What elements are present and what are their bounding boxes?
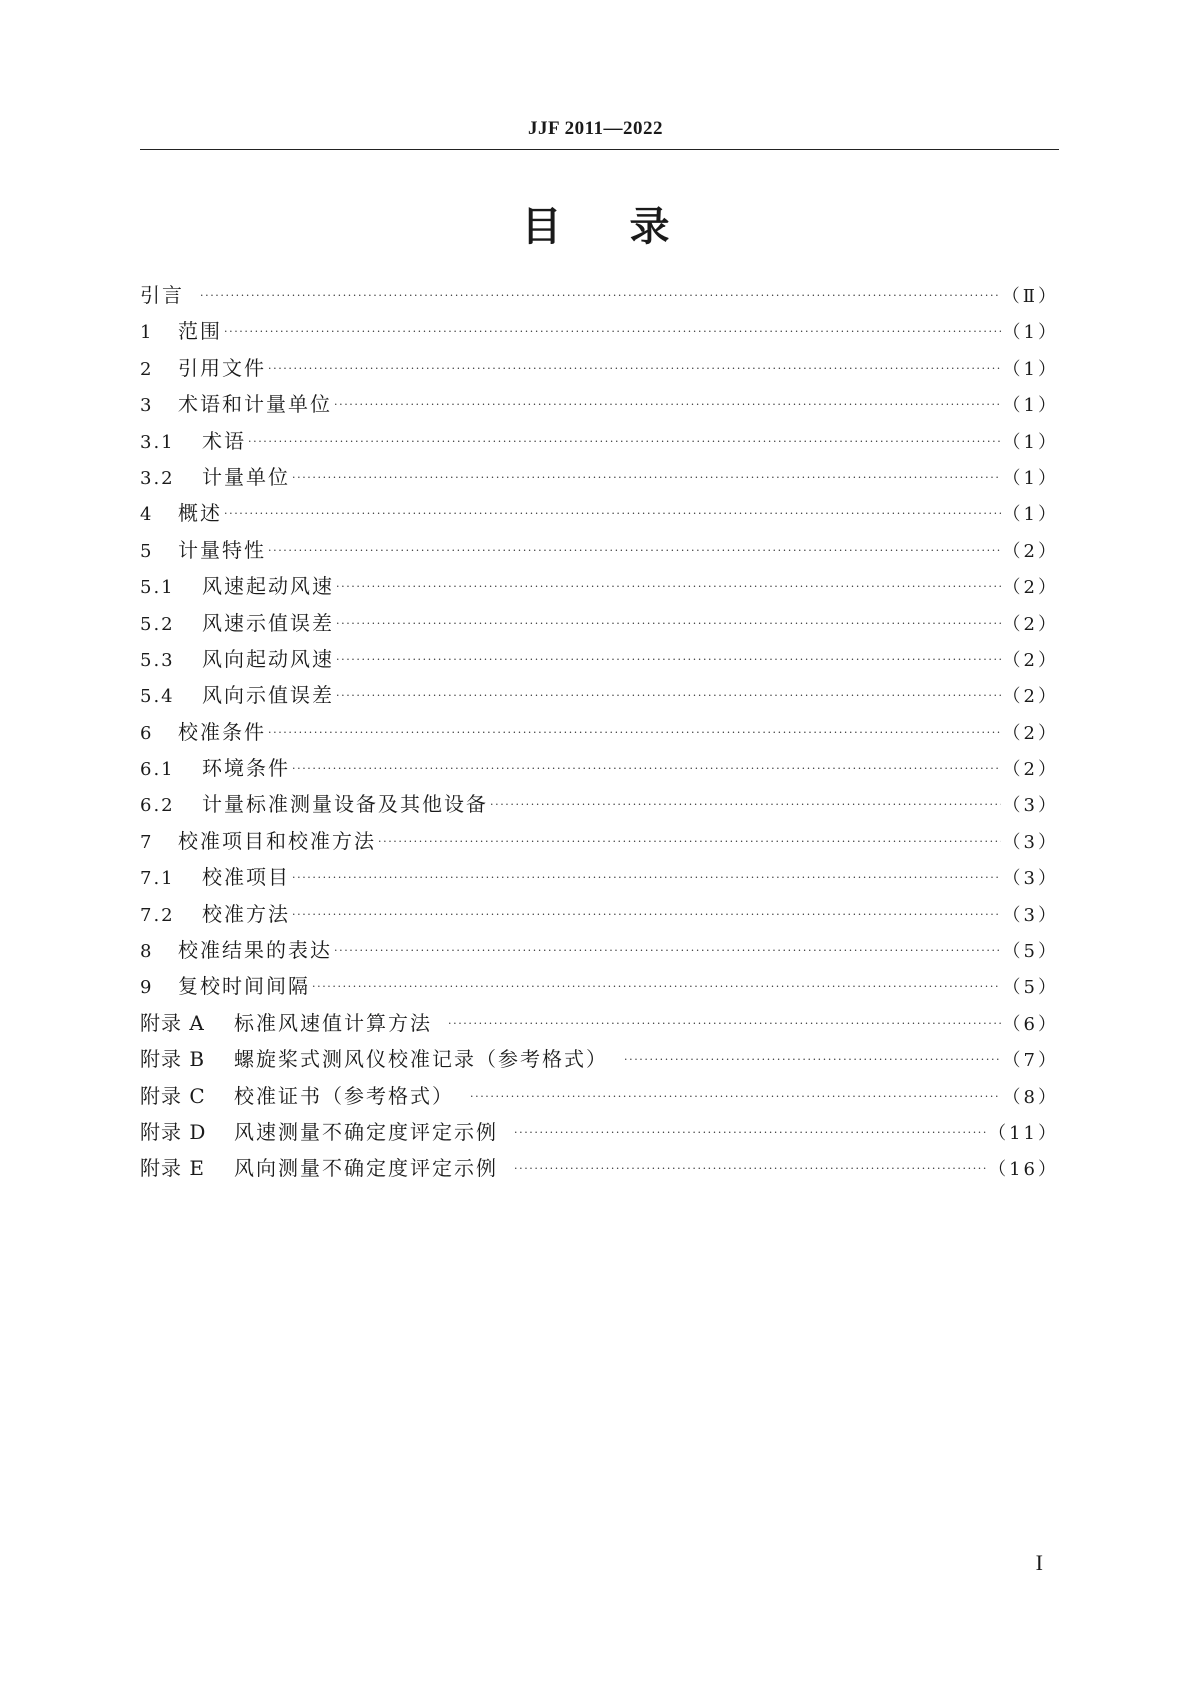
toc-entry-number: 8	[140, 941, 154, 963]
toc-entry-title: 风速测量不确定度评定示例	[234, 1119, 498, 1144]
toc-entry-page: （2）	[1002, 759, 1059, 781]
toc-dot-leader	[200, 278, 1000, 314]
toc-entry[interactable]	[140, 386, 1059, 422]
toc-entry-number: 5	[140, 540, 154, 562]
toc-entry-number: 附录 D	[140, 1119, 207, 1144]
toc-entry-title: 风向测量不确定度评定示例	[234, 1156, 498, 1181]
toc-entry[interactable]	[140, 313, 1059, 349]
toc-entry-title: 风向起动风速	[202, 646, 334, 671]
toc-entry-title: 标准风速值计算方法	[234, 1010, 432, 1035]
toc-entry[interactable]	[140, 277, 1059, 313]
toc-entry[interactable]	[140, 750, 1059, 786]
toc-dot-leader	[378, 824, 1001, 860]
toc-entry[interactable]	[140, 605, 1059, 641]
toc-entry-page: （1）	[1002, 358, 1059, 380]
toc-entry-page: （2）	[1002, 540, 1059, 562]
toc-entry-number: 5.3	[140, 649, 175, 671]
toc-entry[interactable]	[140, 1114, 1059, 1150]
toc-entry-page: （8）	[1002, 1086, 1059, 1108]
toc-entry-title: 计量特性	[178, 537, 266, 562]
toc-entry[interactable]	[140, 714, 1059, 750]
toc-dot-leader	[334, 933, 1001, 969]
toc-dot-leader	[624, 1042, 1001, 1078]
toc-entry-number: 7.1	[140, 868, 175, 890]
toc-entry-page: （6）	[1002, 1013, 1059, 1035]
toc-entry-page: （2）	[1002, 577, 1059, 599]
toc-entry[interactable]	[140, 677, 1059, 713]
toc-entry[interactable]	[140, 350, 1059, 386]
toc-dot-leader	[514, 1151, 986, 1187]
toc-entry-title: 术语和计量单位	[178, 392, 332, 417]
toc-entry-number: 3.2	[140, 467, 175, 489]
toc-entry-title: 校准方法	[202, 901, 290, 926]
toc-entry-page: （3）	[1002, 904, 1059, 926]
toc-dot-leader	[448, 1006, 1001, 1042]
toc-entry-number: 6	[140, 722, 154, 744]
toc-entry-number: 7.2	[140, 904, 175, 926]
toc-entry-title: 概述	[178, 501, 222, 526]
toc-entry-number: 5.1	[140, 577, 175, 599]
toc-entry-page: （2）	[1002, 613, 1059, 635]
toc-dot-leader	[292, 897, 1001, 933]
toc-entry-number: 5.4	[140, 686, 175, 708]
toc-entry[interactable]	[140, 532, 1059, 568]
toc-entry[interactable]	[140, 1150, 1059, 1186]
toc-entry-title: 计量标准测量设备及其他设备	[202, 792, 488, 817]
toc-entry-number: 2	[140, 358, 154, 380]
toc-entry[interactable]	[140, 932, 1059, 968]
toc-entry-title: 螺旋桨式测风仪校准记录（参考格式）	[234, 1047, 608, 1072]
toc-entry-number: 7	[140, 831, 154, 853]
toc-entry-page: （5）	[1002, 941, 1059, 963]
toc-entry-number: 附录 E	[140, 1156, 205, 1181]
toc-entry[interactable]	[140, 968, 1059, 1004]
toc-entry[interactable]	[140, 823, 1059, 859]
toc-entry-title: 校准项目	[202, 865, 290, 890]
toc-entry-title: 风速示值误差	[202, 610, 334, 635]
toc-entry-number: 1	[140, 322, 154, 344]
toc-entry-page: （1）	[1002, 467, 1059, 489]
page-title: 目录	[521, 204, 738, 250]
toc-entry-page: （16）	[988, 1159, 1059, 1181]
document-code: JJF 2011—2022	[527, 118, 664, 139]
toc-dot-leader	[292, 460, 1001, 496]
toc-entry-page: （3）	[1002, 831, 1059, 853]
toc-dot-leader	[470, 1079, 1001, 1115]
toc-entry[interactable]	[140, 495, 1059, 531]
toc-entry-page: （2）	[1002, 649, 1059, 671]
toc-dot-leader	[514, 1115, 986, 1151]
toc-entry-title: 校准项目和校准方法	[178, 828, 376, 853]
toc-entry-page: （Ⅱ）	[1001, 286, 1059, 307]
toc-dot-leader	[334, 387, 1001, 423]
toc-dot-leader	[490, 787, 1001, 823]
toc-entry-number: 4	[140, 504, 154, 526]
toc-dot-leader	[336, 642, 1001, 678]
table-of-contents	[140, 277, 1059, 1187]
toc-entry-title: 引用文件	[178, 355, 266, 380]
toc-dot-leader	[248, 424, 1001, 460]
toc-dot-leader	[224, 496, 1001, 532]
toc-entry-page: （7）	[1002, 1050, 1059, 1072]
toc-entry[interactable]	[140, 459, 1059, 495]
toc-dot-leader	[224, 314, 1001, 350]
toc-entry[interactable]	[140, 1005, 1059, 1041]
toc-entry-title: 风向示值误差	[202, 683, 334, 708]
toc-entry-page: （3）	[1002, 795, 1059, 817]
header-divider	[140, 149, 1059, 150]
toc-entry-number: 3.1	[140, 431, 175, 453]
toc-entry-title: 复校时间间隔	[178, 974, 310, 999]
toc-dot-leader	[336, 678, 1001, 714]
toc-entry[interactable]	[140, 859, 1059, 895]
toc-entry-page: （11）	[988, 1122, 1059, 1144]
toc-entry-title: 风速起动风速	[202, 574, 334, 599]
toc-entry-page: （1）	[1002, 504, 1059, 526]
toc-entry-number: 5.2	[140, 613, 175, 635]
toc-dot-leader	[336, 569, 1001, 605]
toc-entry-page: （1）	[1002, 431, 1059, 453]
toc-entry-number: 6.2	[140, 795, 175, 817]
toc-entry[interactable]	[140, 786, 1059, 822]
toc-entry-page: （2）	[1002, 722, 1059, 744]
page-number: I	[1035, 1550, 1043, 1575]
toc-entry-number: 附录 A	[140, 1010, 205, 1035]
toc-entry-title: 范围	[178, 319, 222, 344]
toc-dot-leader	[268, 533, 1001, 569]
toc-dot-leader	[268, 351, 1001, 387]
toc-entry-page: （5）	[1002, 977, 1059, 999]
toc-dot-leader	[268, 715, 1001, 751]
toc-entry[interactable]	[140, 568, 1059, 604]
toc-entry-number: 9	[140, 977, 154, 999]
toc-entry-title: 环境条件	[202, 756, 290, 781]
toc-entry-page: （2）	[1002, 686, 1059, 708]
toc-dot-leader	[292, 860, 1001, 896]
toc-entry-number: 附录 B	[140, 1047, 206, 1072]
toc-entry[interactable]	[140, 1041, 1059, 1077]
toc-entry[interactable]	[140, 641, 1059, 677]
toc-dot-leader	[292, 751, 1001, 787]
toc-entry-title: 计量单位	[202, 464, 290, 489]
toc-entry-page: （3）	[1002, 868, 1059, 890]
toc-dot-leader	[312, 969, 1001, 1005]
toc-entry-page: （1）	[1002, 395, 1059, 417]
toc-entry-number: 附录 C	[140, 1083, 206, 1108]
toc-entry-page: （1）	[1002, 322, 1059, 344]
toc-entry-title: 校准条件	[178, 719, 266, 744]
toc-entry-title: 术语	[202, 428, 246, 453]
toc-entry-number: 3	[140, 395, 154, 417]
toc-entry[interactable]	[140, 1078, 1059, 1114]
toc-entry-number: 6.1	[140, 759, 175, 781]
toc-entry-title: 校准证书（参考格式）	[234, 1083, 454, 1108]
toc-dot-leader	[336, 606, 1001, 642]
toc-entry-title: 校准结果的表达	[178, 938, 332, 963]
toc-entry-title: 引言	[140, 283, 184, 307]
toc-entry[interactable]	[140, 423, 1059, 459]
toc-entry[interactable]	[140, 896, 1059, 932]
